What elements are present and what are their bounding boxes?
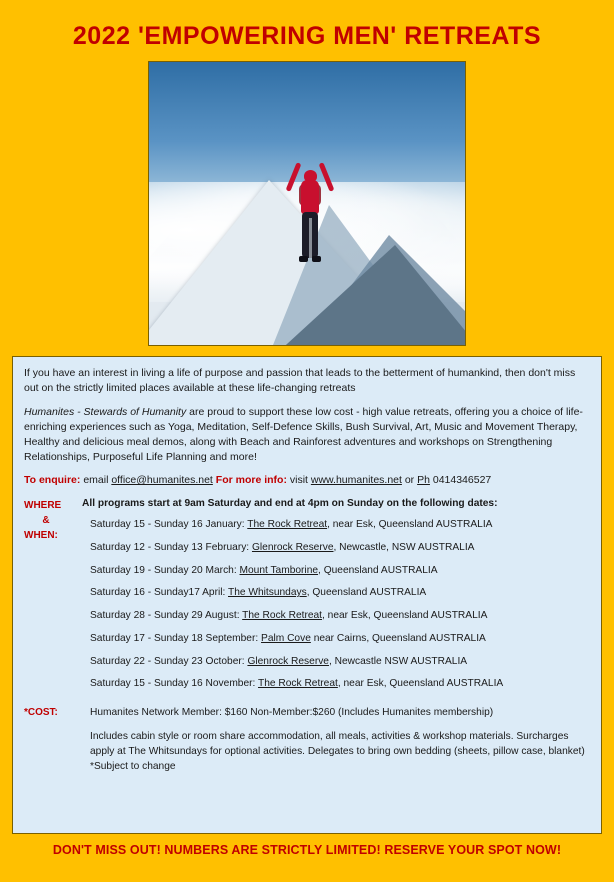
date-range: Saturday 28 - Sunday 29 August: xyxy=(90,610,243,622)
footer-callout: DON'T MISS OUT! NUMBERS ARE STRICTLY LIMITED! RESERVE YOUR SPOT NOW! xyxy=(52,843,562,857)
date-location: , near Esk, Queensland AUSTRALIA xyxy=(337,678,504,690)
list-item xyxy=(90,519,590,531)
date-location: , Queensland AUSTRALIA xyxy=(318,564,438,576)
humanites-org-name: Humanites - Stewards of Humanity xyxy=(24,405,187,418)
venue-link[interactable]: The Rock Retreat xyxy=(242,610,323,622)
list-item xyxy=(90,610,590,622)
venue-link[interactable]: Glenrock Reserve xyxy=(247,655,329,667)
humanites-paragraph xyxy=(24,405,590,465)
date-range: Saturday 17 - Sunday 18 September: xyxy=(90,632,262,644)
email-link[interactable]: office@humanites.net xyxy=(111,474,213,487)
where-label-line2: & xyxy=(42,515,50,527)
list-item xyxy=(90,678,590,690)
visit-prefix-text: visit xyxy=(289,474,311,487)
cost-section xyxy=(24,707,590,774)
date-location: , near Esk, Queensland AUSTRALIA xyxy=(327,519,493,531)
list-item xyxy=(90,633,590,645)
page-title: 2022 'EMPOWERING MEN' RETREATS xyxy=(72,22,542,50)
venue-link[interactable]: The Rock Retreat xyxy=(258,678,338,690)
venue-link[interactable]: The Whitsundays xyxy=(228,587,307,599)
list-item xyxy=(90,587,590,599)
cost-pricing-line: Humanites Network Member: $160 Non-Member:$260 (Includes Humanites membership) xyxy=(90,707,494,718)
climber-boot-right xyxy=(312,256,321,262)
cost-fine-print: Includes cabin style or room share accommodation, all meals, activities & workshop materials. Surcharges apply at The Whitsundays for optional activities. Delegates to bring own bedding (sheets, pillow case, blanket) *Subject to change xyxy=(90,731,585,772)
climber-leg-gap xyxy=(309,218,312,258)
humanites-paragraph-rest: are proud to support these low cost - high value retreats, offering you a choice of life-enriching experiences such as Yoga, Meditation, Self-Defence Skills, Bush Survival, Art, Music and Movement Therapy, Healthy and delicious meal demos, along with Beach and Rainforest adventures and workshops on Strengthening Relationships, Purposeful Life Planning and more! xyxy=(24,405,583,463)
list-item xyxy=(90,656,590,668)
climber-torso xyxy=(301,180,319,214)
date-range: Saturday 16 - Sunday17 April: xyxy=(90,587,228,599)
date-range: Saturday 12 - Sunday 13 February: xyxy=(90,541,252,553)
date-location: , near Esk, Queensland AUSTRALIA xyxy=(322,610,488,622)
date-location: , Newcastle NSW AUSTRALIA xyxy=(328,655,468,667)
list-item xyxy=(90,542,590,554)
date-range: Saturday 15 - Sunday 16 January: xyxy=(90,519,248,531)
content-panel xyxy=(12,356,602,834)
schedule-section xyxy=(24,498,590,701)
dates-list xyxy=(82,498,590,701)
venue-link[interactable]: Glenrock Reserve xyxy=(251,541,334,553)
intro-paragraph: If you have an interest in living a life of purpose and passion that leads to the betterment of humankind, then don't miss out on the strictly limited places available at these life-changing retreats xyxy=(24,367,576,394)
date-range: Saturday 22 - Sunday 23 October: xyxy=(90,655,248,667)
venue-link[interactable]: Mount Tamborine xyxy=(239,564,319,576)
hero-image xyxy=(148,61,466,346)
where-when-label xyxy=(24,498,82,701)
enquiry-line xyxy=(24,473,590,488)
list-item xyxy=(90,565,590,577)
date-location: , Newcastle, NSW AUSTRALIA xyxy=(333,541,475,553)
phone-number: 0414346527 xyxy=(432,474,492,487)
date-range: Saturday 15 - Sunday 16 November: xyxy=(90,678,259,690)
climber-figure-icon xyxy=(288,158,332,266)
date-location: , Queensland AUSTRALIA xyxy=(306,587,427,599)
phone-label: Ph xyxy=(417,474,430,487)
date-range: Saturday 19 - Sunday 20 March: xyxy=(90,564,240,576)
where-label-line1: WHERE xyxy=(24,500,62,512)
cost-label: *COST: xyxy=(24,707,58,718)
schedule-heading: All programs start at 9am Saturday and end at 4pm on Sunday on the following dates: xyxy=(82,498,498,510)
email-prefix-text: email xyxy=(83,474,112,487)
website-link[interactable]: www.humanites.net xyxy=(310,474,402,487)
date-location: near Cairns, Queensland AUSTRALIA xyxy=(310,632,486,644)
venue-link[interactable]: The Rock Retreat xyxy=(247,519,328,531)
cost-details xyxy=(82,707,590,774)
venue-link[interactable]: Palm Cove xyxy=(261,632,311,644)
or-text: or xyxy=(401,474,418,487)
where-label-line3: WHEN: xyxy=(24,530,58,542)
climber-boot-left xyxy=(299,256,308,262)
enquire-label: To enquire: xyxy=(24,474,81,487)
more-info-label: For more info: xyxy=(215,474,287,487)
